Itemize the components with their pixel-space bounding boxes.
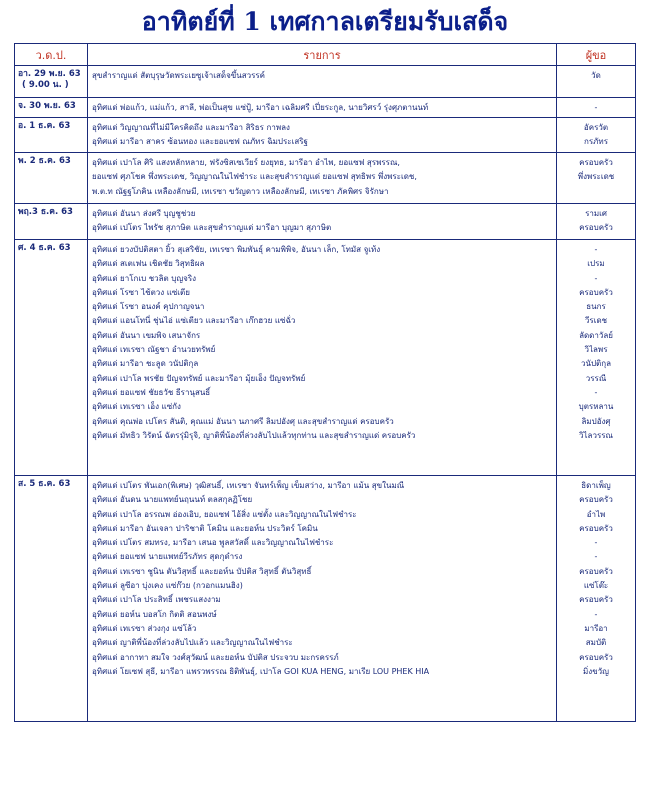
date-cell [15, 118, 88, 153]
requester-cell [557, 66, 636, 98]
intention-line: อุทิศแด่ เปโตร สมทรง, มารีอา เสนอ พูลสวัสดิ์ และวิญญาณในไฟชำระ [92, 538, 334, 548]
table-row [15, 240, 636, 476]
requester-cell [557, 98, 636, 118]
date-text [15, 240, 87, 254]
items-list [88, 240, 556, 443]
requester-name: - [594, 245, 598, 254]
intention-line: อุทิศแด่ เทเรซา ชูนิน ตันวิสุทธิ์ และยอห์น บัปติส วิสุทธิ์ ตันวิสุทธิ์ [92, 566, 312, 576]
items-cell [88, 118, 557, 153]
table-row [15, 66, 636, 98]
items-cell [88, 98, 557, 118]
intention-line: อุทิศแด่ สเตเฟน เชิดชัย วิสุทธิผล [92, 259, 205, 269]
date-cell [15, 98, 88, 118]
intention-line: อุทิศแด่ พ่อแก้ว, แม่แก้ว, สาลี, พ่อเป็นสุข แซ่ปู้, มารีอา เฉลิมศรี เปี่ยระกูล, นายวิศรว์ รุ่งศุภตานนท์ [92, 103, 429, 112]
requester-name: กรภัทร [584, 137, 608, 147]
requester-list [557, 476, 635, 679]
requester-name: - [594, 609, 598, 619]
date-cell [15, 476, 88, 722]
intention-line: อุทิศแด่ มัทธิว วิรัตน์ ฉัตรรุ่มิรุจิ, ญาติพี่น้องที่ล่วงลับไปแล้วทุกท่าน และสุขสำราญแด่ ครอบครัว [92, 430, 416, 440]
table-row [15, 204, 636, 240]
requester-cell [557, 118, 636, 153]
requester-name: อำไพ [586, 509, 606, 519]
intention-line: อุทิศแด่ โยเซฟ สุธี, มารีอา แพรวพรรณ ธิติพันธุ์, เปาโล GOI KUA HENG, มาเรีย LOU PHEK HIA [92, 666, 430, 676]
requester-name: ลิมปอังศุ [581, 416, 611, 426]
date-cell [15, 66, 88, 98]
date-text [15, 118, 87, 132]
date-main: อา. 29 พ.ย. 63 [18, 69, 81, 79]
header-requester: ผู้ขอ [557, 44, 636, 66]
intention-line: อุทิศแด่ เทเรซา ส่วงกุง แซ่โล้ว [92, 623, 197, 633]
intention-line: อุทิศแด่ เทเรซา เอ็ง แซ่กัง [92, 402, 181, 412]
intention-line: อุทิศแด่ โรซา อนงค์ คุปกาญจนา [92, 302, 205, 312]
page-title: อาทิตย์ที่ 1 เทศกาลเตรียมรับเสด็จ [141, 7, 509, 36]
date-main: ส. 5 ธ.ค. 63 [18, 479, 71, 489]
date-main: ศ. 4 ธ.ค. 63 [18, 243, 71, 253]
requester-name: - [594, 387, 598, 397]
intention-line: อุทิศแด่ ญาติพี่น้องที่ล่วงลับไปแล้ว และวิญญาณในไฟชำระ [92, 638, 293, 648]
items-list [88, 66, 556, 83]
requester-name: วัด [591, 71, 601, 80]
items-list [88, 476, 556, 679]
requester-name: วีรเดช [584, 316, 608, 326]
items-cell [88, 240, 557, 476]
date-time: ( 9.00 น. ) [22, 80, 69, 90]
requester-cell [557, 476, 636, 722]
intention-line: อุทิศแด่ อันนา เขมพิจ เสนาจักร [92, 330, 201, 340]
intention-line: อุทิศแด่ อันดน นายแพทย์นฤนนท์ ตลสกุลฏิโชย [92, 495, 253, 505]
date-text [15, 204, 87, 218]
date-cell [15, 240, 88, 476]
requester-name: บุตรหลาน [578, 402, 614, 412]
intention-line: อุทิศแด่ มารีอา อันเจลา ปาริชาติ โคมิน และยอห์น ประวิตร์ โคมิน [92, 523, 318, 533]
items-list [88, 118, 556, 150]
intentions-table [14, 43, 636, 722]
requester-name: สมบัติ [585, 638, 607, 648]
date-text [15, 476, 87, 490]
requester-list [557, 153, 635, 185]
requester-name: รามเศ [585, 209, 607, 218]
requester-list [557, 118, 635, 150]
requester-cell [557, 204, 636, 240]
requester-name: ลัดดาวัลย์ [579, 330, 613, 340]
items-cell [88, 476, 557, 722]
requester-name: ครอบครัว [579, 566, 613, 576]
requester-cell [557, 240, 636, 476]
items-cell [88, 66, 557, 98]
requester-name: เปรม [587, 259, 605, 269]
requester-name: ครอบครัว [579, 652, 613, 662]
requester-name: มารีอา [584, 623, 608, 633]
intention-line: อุทิศแด่ ยวงบัปติสตา ยิ้ว สุเสริชัย, เทเรซา พิมพันธุ์ คามพิพิจ, อันนา เล็ก, โทมัส จูเท้ง [92, 245, 381, 254]
date-text [15, 98, 87, 112]
requester-name: อัครวัต [583, 123, 609, 132]
items-list [88, 204, 556, 236]
requester-name: - [594, 103, 598, 112]
intention-line: อุทิศแด่ อากาทา สมใจ วงศ์สุวัฒน์ และยอห์น บัปติส ประจวบ มะกรครรภ์ [92, 652, 339, 662]
requester-name: พึ่งพระเดช [577, 172, 615, 182]
intention-line: อุทิศแด่ อันนา ส่งศรี บุญชูช่วย [92, 209, 196, 218]
requester-name: - [594, 552, 598, 562]
intention-line: อุทิศแด่ เปาโล อรรณพ อ่องเอิบ, ยอแซฟ ไอ้สิ่ง แซ่ตั้ง และวิญญาณในไฟชำระ [92, 509, 357, 519]
date-cell [15, 153, 88, 204]
intention-line: อุทิศแด่ วิญญาณที่ไม่มีใครคิดถึง และมารีอา สิริธร กาพลง [92, 123, 290, 132]
table-row [15, 476, 636, 722]
intention-line: พ.ต.ท ณัฐฐโภคิน เหลืองลักษมี, เทเรซา ขวัญดาว เหลืองลักษมี, เทเรซา ภัคพิศร จิรักษา [92, 186, 389, 196]
requester-list [557, 98, 635, 115]
requester-name: ครอบครัว [579, 223, 613, 233]
date-text [15, 153, 87, 167]
intention-line: อุทิศแด่ ยอแซฟ นายแพทย์วีรภัทร สุดกุดำรง [92, 552, 243, 562]
header-date: ว.ด.ป. [15, 44, 88, 66]
intention-line: อุทิศแด่ คุณพ่อ เปโตร สันติ, คุณแม่ อันนา นภาศรี ลิมปอังศุ และสุขสำราญแด่ ครอบครัว [92, 416, 394, 426]
items-list [88, 153, 556, 199]
requester-name: ครอบครัว [579, 495, 613, 505]
date-main: พ. 2 ธ.ค. 63 [18, 156, 71, 166]
intention-line: อุทิศแด่ ลูซีอา บุ่งเคง แซ่ก๊วย (กวอกแมนฮิง) [92, 581, 243, 591]
table-row [15, 118, 636, 153]
date-main: พฤ.3 ธ.ค. 63 [18, 207, 73, 217]
intention-line: สุขสำราญแด่ สัตบุรุษวัดพระเยซูเจ้าเสด็จขึ้นสวรรค์ [92, 71, 266, 80]
date-main: อ. 1 ธ.ค. 63 [18, 121, 71, 131]
requester-name: ธนกร [586, 302, 606, 312]
header-items: รายการ [88, 44, 557, 66]
requester-name: มิ่งขวัญ [583, 666, 609, 676]
intention-line: อุทิศแด่ มารีอา สาคร ซ้อนทอง และยอแซฟ ณภัทร ฉิมประเสริฐ [92, 137, 308, 147]
intention-line: อุทิศแด่ เปาโล ศิริ แสงหลักหลาย, ฟรังซิสเซเวียร์ ยงยุทธ, มารีอา อำไพ, ยอแซฟ สุรพรรณ, [92, 158, 400, 167]
intention-line: อุทิศแด่ ยาโกเบ ชวลิต บุญจริง [92, 273, 197, 283]
requester-name: วรรณี [585, 373, 607, 383]
items-list [88, 98, 556, 115]
date-cell [15, 204, 88, 240]
intention-line: อุทิศแด่ เปาโล ประสิทธิ์ เพชรแสงงาม [92, 595, 221, 605]
intention-line: อุทิศแด่ เทเรซา ณัฐชา อำนวยทรัพย์ [92, 345, 216, 355]
items-cell [88, 153, 557, 204]
intention-line: อุทิศแด่ ยอแซฟ ชัยธวัช ธีรานุสนธิ์ [92, 387, 211, 397]
intention-line: อุทิศแด่ โรซา ไช้ตวง แซ่เตีย [92, 287, 190, 297]
intention-line: อุทิศแด่ เปโตร ไพรัช สุภาษิต และสุขสำราญแด่ มารีอา บุญมา สุภาษิต [92, 223, 332, 233]
intention-line: ยอแซฟ ศุภโชค พึ่งพระเดช, วิญญาณในไฟชำระ และสุขสำราญแด่ ยอแซฟ สุทธิพร พึ่งพระเดช, [92, 172, 417, 182]
table-header-row [15, 44, 636, 66]
table-row [15, 153, 636, 204]
items-cell [88, 204, 557, 240]
requester-list [557, 204, 635, 236]
requester-list [557, 66, 635, 83]
requester-name: วิไลพร [584, 345, 608, 355]
requester-name: ครอบครัว [579, 523, 613, 533]
requester-name: ธิดาเพ็ญ [581, 481, 611, 490]
intention-line: อุทิศแด่ เปาโล พรชัย ปัญจทรัพย์ และมารีอา มุ้ยเอ็ง ปัญจทรัพย์ [92, 373, 306, 383]
date-main: จ. 30 พ.ย. 63 [18, 101, 76, 111]
table-body [15, 66, 636, 722]
requester-cell [557, 153, 636, 204]
table-row [15, 98, 636, 118]
requester-name: วนัปติกุล [581, 359, 611, 369]
date-text [15, 66, 87, 91]
requester-name: - [594, 538, 598, 548]
requester-list [557, 240, 635, 443]
requester-name: ครอบครัว [579, 158, 613, 167]
intention-line: อุทิศแด่ แอนโทนี่ ชุ่นไอ่ แซ่เตียว และมารีอา เก๊กฮวย แซ่ฉั่ว [92, 316, 296, 326]
intention-line: อุทิศแด่ มารีอา ชะลูด วนัปติกุล [92, 359, 199, 369]
requester-name: ครอบครัว [579, 287, 613, 297]
requester-name: - [594, 273, 598, 283]
requester-name: วิไลวรรณ [579, 430, 613, 440]
intention-line: อุทิศแด่ ยอห์น บอสโก กิตติ สอนพงษ์ [92, 609, 217, 619]
requester-name: แซ่โต๊ะ [583, 581, 609, 591]
requester-name: ครอบครัว [579, 595, 613, 605]
intention-line: อุทิศแด่ เปโตร พันเอก(พิเศษ) วุฒิสนธิ์, เทเรซา จันทร์เพ็ญ เข็มสว่าง, มารีอา แม้น สุขในมณี [92, 481, 405, 490]
